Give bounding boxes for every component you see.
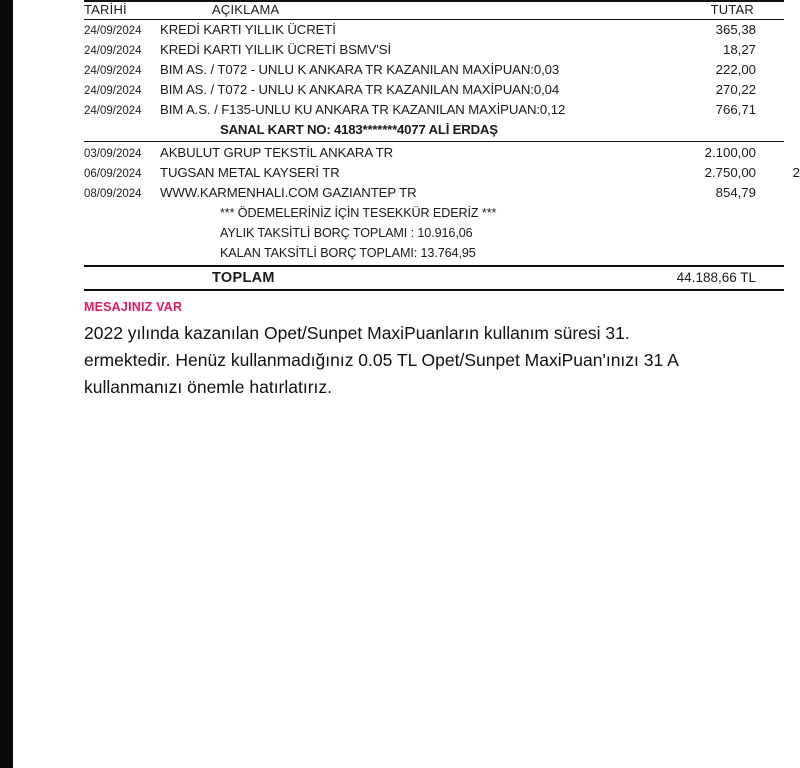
note-row <box>84 203 784 223</box>
row-amount: 2.750,00 <box>704 165 756 180</box>
table-row <box>84 183 784 203</box>
message-title: MESAJINIZ VAR <box>84 300 183 314</box>
table-header-row <box>84 2 784 19</box>
row-amount-overflow: 2 <box>792 165 800 180</box>
note-row <box>84 243 784 263</box>
row-description: KREDİ KARTI YILLIK ÜCRETİ <box>160 22 336 37</box>
table-row <box>84 80 784 100</box>
row-date: 24/09/2024 <box>84 105 142 117</box>
virtual-card-subheader-row <box>84 120 784 140</box>
table-row <box>84 163 800 183</box>
row-amount: 2.100,00 <box>704 145 756 160</box>
total-bottom-rule <box>84 289 784 291</box>
total-label: TOPLAM <box>212 270 275 286</box>
row-date: 08/09/2024 <box>84 188 142 200</box>
virtual-card-rule <box>84 141 784 142</box>
table-row <box>84 20 784 40</box>
row-description: WWW.KARMENHALI.COM GAZIANTEP TR <box>160 185 417 200</box>
row-date: 24/09/2024 <box>84 45 142 57</box>
total-section <box>84 265 784 291</box>
row-description: AKBULUT GRUP TEKSTİL ANKARA TR <box>160 145 393 160</box>
row-description: TUGSAN METAL KAYSERİ TR <box>160 165 340 180</box>
header-date: TARİHİ <box>84 2 127 17</box>
total-row <box>84 267 784 289</box>
header-description: AÇIKLAMA <box>212 2 280 17</box>
row-amount: 18,27 <box>722 42 756 57</box>
row-amount: 365,38 <box>715 22 756 37</box>
table-row <box>84 143 784 163</box>
message-body <box>84 320 784 401</box>
row-date: 24/09/2024 <box>84 65 142 77</box>
row-amount: 766,71 <box>715 102 756 117</box>
message-line: 2022 yılında kazanılan Opet/Sunpet MaxiPuanların kullanım süresi 31. <box>84 323 630 343</box>
row-description: BIM AS. / T072 - UNLU K ANKARA TR KAZANILAN MAXİPUAN:0,04 <box>160 82 560 97</box>
row-amount: 270,22 <box>715 82 756 97</box>
statement-body <box>84 0 800 291</box>
row-amount: 854,79 <box>715 185 756 200</box>
row-date: 03/09/2024 <box>84 148 142 160</box>
row-description: BIM AS. / T072 - UNLU K ANKARA TR KAZANILAN MAXİPUAN:0,03 <box>160 62 560 77</box>
virtual-card-subheader: SANAL KART NO: 4183*******4077 ALİ ERDAŞ <box>220 122 498 137</box>
total-amount: 44.188,66 TL <box>676 270 756 285</box>
row-description: KREDİ KARTI YILLIK ÜCRETİ BSMV'Sİ <box>160 42 392 57</box>
remaining-installment-total: KALAN TAKSİTLİ BORÇ TOPLAMI: 13.764,95 <box>220 246 476 260</box>
table-row <box>84 100 784 120</box>
table-row <box>84 40 784 60</box>
row-date: 24/09/2024 <box>84 85 142 97</box>
thanks-note: *** ÖDEMELERİNİZ İÇİN TESEKKÜR EDERİZ *** <box>220 206 497 220</box>
message-line: kullanmanızı önemle hatırlatırız. <box>84 377 333 397</box>
row-amount: 222,00 <box>715 62 756 77</box>
monthly-installment-total: AYLIK TAKSİTLİ BORÇ TOPLAMI : 10.916,06 <box>220 226 473 240</box>
row-date: 24/09/2024 <box>84 25 142 37</box>
page-left-margin <box>0 0 13 768</box>
header-amount: TUTAR <box>710 2 754 17</box>
row-description: BIM A.S. / F135-UNLU KU ANKARA TR KAZANILAN MAXİPUAN:0,12 <box>160 102 566 117</box>
table-row <box>84 60 784 80</box>
message-line: ermektedir. Henüz kullanmadığınız 0.05 TL Opet/Sunpet MaxiPuan'ınızı 31 A <box>84 350 679 370</box>
note-row <box>84 223 784 243</box>
row-date: 06/09/2024 <box>84 168 142 180</box>
